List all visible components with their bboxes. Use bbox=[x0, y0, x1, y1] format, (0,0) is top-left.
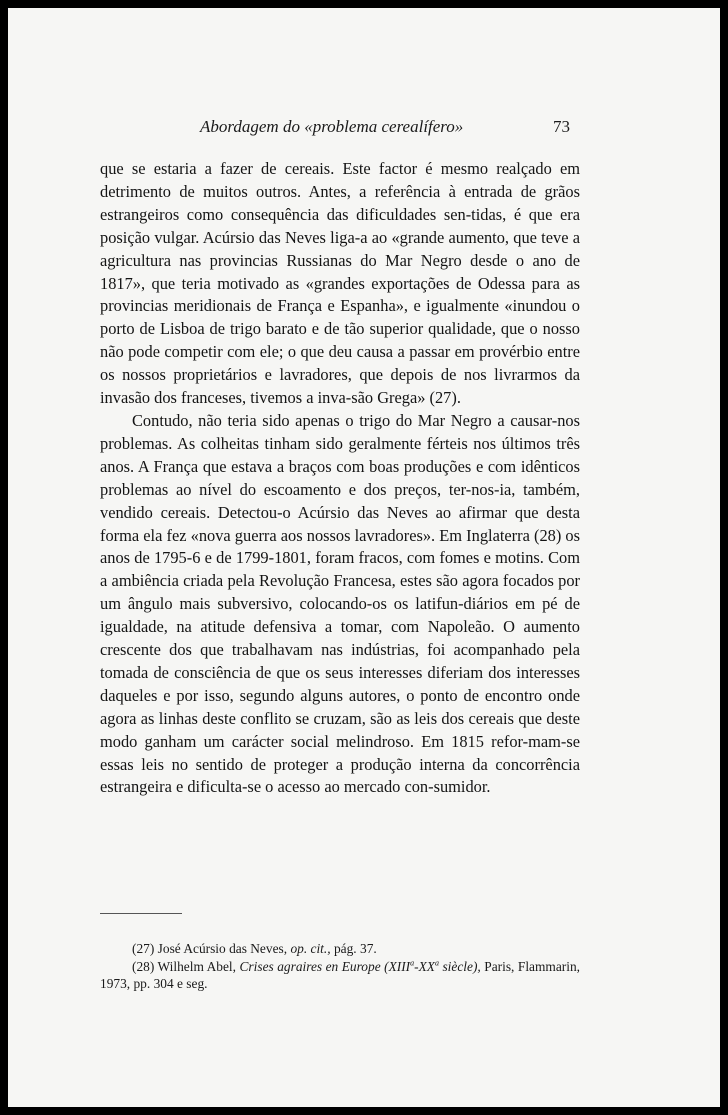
footnote-28-italic-start: Crises agraires en Europe (XIII bbox=[239, 958, 411, 974]
paragraph-1: que se estaria a fazer de cereais. Este factor é mesmo realçado em detrimento de muitos outros. Antes, a referência à entrada de grãos estrangeiros como consequência das dificuldades sen-tidas, é que era posição vulgar. Acúrsio das Neves liga-a ao «grande aumento, que teve a agricultura nas provincias Russianas do Mar Negro desde o ano de 1817», que teria motivado as «grandes exportações de Odessa para as provincias meridionais de França e Espanha», e igualmente «inundou o porto de Lisboa de trigo barato e de tão superior qualidade, que o nosso não pode competir com ele; o que deu causa a passar em provérbio entre os nossos proprietários e lavradores, que depois de nos livrarmos da invasão dos franceses, tivemos a inva-são Grega» (27). bbox=[100, 159, 580, 408]
footnote-28-sup-2: a bbox=[434, 958, 439, 968]
footnote-28-italic-mid: -XX bbox=[414, 958, 435, 974]
footnote-28-suffix: Paris, Flammarin, 1973, pp. 304 e seg. bbox=[100, 958, 580, 992]
body-text bbox=[100, 158, 580, 799]
footnote-28-italic-end: siècle), bbox=[442, 958, 481, 974]
footnote-27-prefix: (27) José Acúrsio das Neves, bbox=[132, 941, 288, 956]
footnote-27 bbox=[100, 940, 580, 958]
footnote-27-italic: op. cit., bbox=[290, 941, 331, 956]
page-number: 73 bbox=[553, 117, 570, 136]
footnote-rule bbox=[100, 913, 182, 914]
footnote-28-sup-1: a bbox=[410, 958, 415, 968]
running-title: Abordagem do «problema cerealífero» bbox=[200, 117, 464, 136]
paragraph-2: Contudo, não teria sido apenas o trigo do Mar Negro a causar-nos problemas. As colheitas tinham sido geralmente férteis nos últimos três anos. A França que estava a braços com boas produções e com idênticos problemas ao nível do escoamento e dos preços, ter-nos-ia, também, vendido cereais. Detectou-o Acúrsio das Neves ao afirmar que desta forma ela fez «nova guerra aos nossos lavradores». Em Inglaterra (28) os anos de 1795-6 e de 1799-1801, foram fracos, com fomes e motins. Com a ambiência criada pela Revolução Francesa, estes são agora focados por um ângulo mais subversivo, colocando-os os latifun-diários em pé de igualdade, na atitude defensiva a tomar, com Napoleão. O aumento crescente dos que trabalhavam nas indústrias, foi acompanhado pela tomada de consciência de que os seus interesses diferiam dos interesses daqueles e por isso, segundo alguns autores, o ponto de encontro onde agora as linhas deste conflito se cruzam, são as leis dos cereais que deste modo ganham um carácter social melindroso. Em 1815 refor-mam-se essas leis no sentido de proteger a produção interna da concorrência estrangeira e dificulta-se o acesso ao mercado con-sumidor. bbox=[100, 410, 580, 797]
book-page bbox=[8, 8, 720, 1107]
footnote-28-prefix: (28) Wilhelm Abel, bbox=[132, 958, 236, 974]
footnote-28-italic bbox=[240, 959, 481, 974]
footnote-28 bbox=[100, 958, 580, 993]
footnotes bbox=[100, 940, 580, 993]
footnote-27-suffix: pág. 37. bbox=[333, 941, 377, 956]
